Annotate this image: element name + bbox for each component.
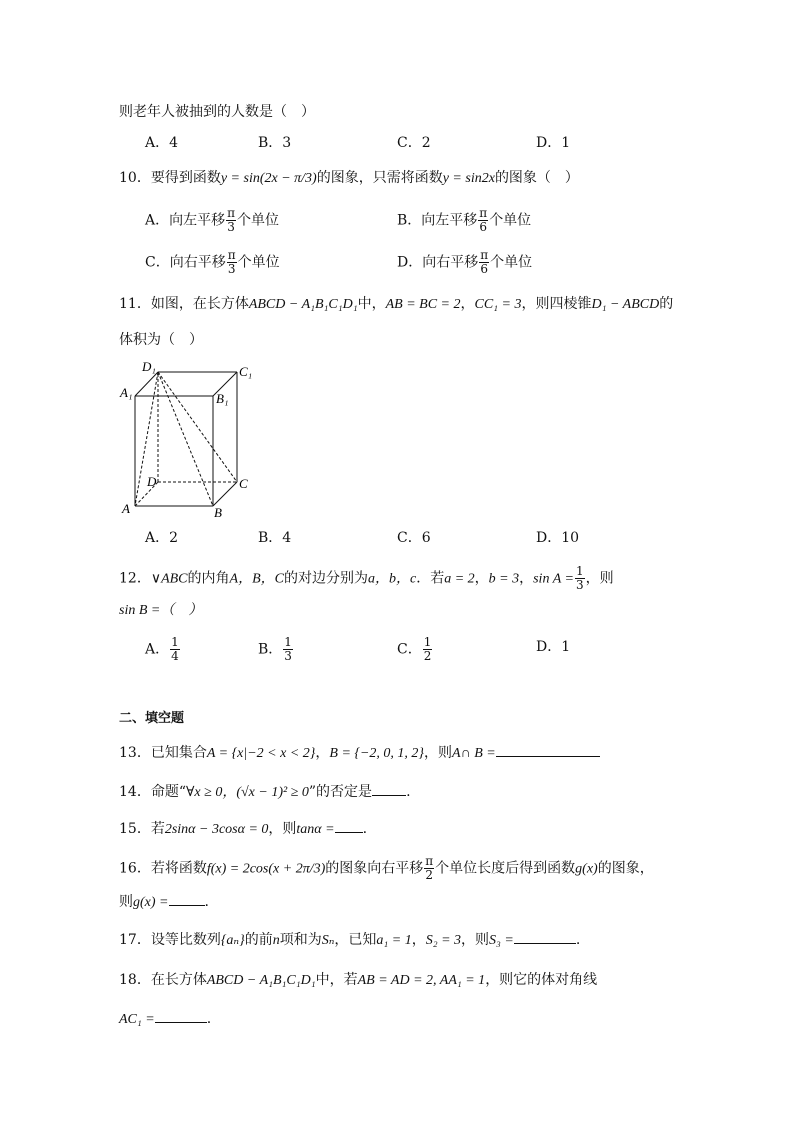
q12-comma: ， — [474, 570, 489, 587]
numerator: π — [227, 248, 236, 262]
q10-middle: 的图象，只需将函数 — [316, 170, 443, 186]
cuboid-figure — [118, 360, 258, 520]
q18-suffix: ，则它的体对角线 — [485, 972, 598, 988]
q12-option-b — [258, 636, 294, 663]
edge-D1B — [158, 372, 213, 506]
option-direction: 向左平移 — [169, 212, 226, 229]
option-label: C． — [145, 254, 170, 271]
numerator: π — [425, 854, 434, 868]
q12-cond-a: a = 2 — [444, 571, 475, 587]
q11-stem-line2: 体积为（ ） — [119, 332, 203, 348]
q11-option-d: D．10 — [536, 530, 580, 546]
q16-prefix: 16．若将函数 — [119, 860, 207, 877]
q9-option-c: C．2 — [397, 135, 431, 151]
option-direction: 向右平移 — [169, 254, 226, 271]
q9-option-b: B．3 — [258, 135, 292, 151]
q16-line1 — [119, 855, 654, 882]
numerator: π — [480, 248, 489, 262]
q12-text4: ，则 — [585, 570, 614, 587]
q10-option-b — [397, 207, 531, 234]
q17-sequence: {aₙ} — [220, 933, 245, 948]
answer-blank[interactable] — [372, 781, 406, 796]
label-A: A — [122, 501, 130, 516]
fraction — [170, 636, 180, 663]
answer-blank[interactable] — [335, 818, 363, 833]
q11-option-b: B．4 — [258, 530, 292, 546]
q16-mid2: 个单位长度后得到函数 — [435, 860, 576, 877]
q16-line2 — [119, 891, 209, 914]
option-tail: 个单位 — [237, 254, 280, 271]
q17-Sn: Sₙ — [321, 933, 335, 948]
q18-prefix: 18．在长方体 — [119, 972, 207, 988]
q9-option-d: D．1 — [536, 135, 571, 151]
option-value: 1 — [561, 639, 571, 655]
label-D: D — [147, 474, 157, 489]
q11-condition-1: AB = BC = 2 — [385, 297, 461, 312]
q12-stem-line1 — [119, 565, 614, 592]
denominator: 3 — [227, 262, 236, 276]
numerator: π — [227, 206, 236, 220]
option-tail: 个单位 — [489, 212, 532, 229]
section-title: 二、填空题 — [119, 711, 185, 726]
q11-option-c: C．6 — [397, 530, 431, 546]
fraction — [283, 636, 293, 663]
q17-mid2: 项和为 — [279, 932, 322, 948]
denominator: 3 — [284, 649, 292, 663]
q11-box: ABCD − A₁B₁C₁D₁ — [248, 297, 358, 312]
q12-text1: 的内角 — [187, 570, 230, 587]
q17-sep: ， — [411, 932, 426, 948]
q11-comma: ， — [460, 296, 475, 312]
option-tail: 个单位 — [490, 254, 533, 271]
q12-sides: a，b，c — [367, 571, 417, 587]
q18-AC1: AC₁ = — [119, 1012, 155, 1027]
denominator: 2 — [423, 649, 432, 663]
q12-sinB: sin B =（ ） — [119, 603, 203, 618]
q16-line2-prefix: 则 — [119, 894, 133, 910]
q13 — [119, 742, 600, 765]
fraction — [227, 249, 237, 276]
q13-sep: ， — [315, 745, 330, 761]
q12-prefix: 12． — [119, 570, 151, 587]
q16-fx: f(x) = 2cos(x + 2π/3) — [206, 861, 326, 877]
label-C: C — [239, 476, 248, 491]
q13-expr: A∩ B = — [452, 746, 496, 761]
q17-mid4: ，则 — [461, 932, 490, 948]
q11-prefix: 11．如图，在长方体 — [119, 296, 249, 312]
q16-end: . — [204, 894, 209, 910]
option-label: A． — [145, 641, 170, 658]
q18-box: ABCD − A₁B₁C₁D₁ — [206, 973, 316, 988]
q10-suffix: 的图象（ ） — [494, 170, 579, 186]
q13-setA: A = {x|−2 < x < 2} — [206, 746, 316, 761]
option-label: A． — [145, 212, 170, 229]
numerator: 1 — [423, 635, 432, 649]
q15-prefix: 15．若 — [119, 821, 165, 837]
q11-mid: 中， — [357, 296, 386, 312]
q12-option-a — [145, 636, 181, 663]
label-B: B — [214, 505, 222, 520]
numerator: 1 — [171, 635, 179, 649]
answer-blank[interactable] — [169, 891, 205, 906]
q17-mid: 的前 — [244, 932, 273, 948]
q16-fraction — [424, 855, 434, 882]
fraction — [226, 207, 236, 234]
q11-pyramid: D₁ − ABCD — [591, 297, 660, 312]
q12-text3: ．若 — [416, 570, 445, 587]
q11-option-a: A．2 — [145, 530, 179, 546]
q9-option-a: A．4 — [145, 135, 179, 151]
q13-prefix: 13．已知集合 — [119, 745, 207, 761]
q17-a1: a₁ = 1 — [376, 933, 412, 948]
edge-D1C — [158, 372, 237, 482]
q15 — [119, 818, 367, 841]
option-label: B． — [397, 212, 422, 229]
q16-line2-expr: g(x) = — [133, 895, 169, 910]
q10-option-c — [145, 249, 280, 276]
q10-option-a — [145, 207, 279, 234]
q12-stem-line2 — [119, 599, 202, 622]
label-D1: D₁ — [142, 360, 156, 374]
q17-S2: S₂ = 3 — [425, 933, 462, 948]
q11-suffix: 的 — [659, 296, 674, 312]
q11-mid2: ，则四棱锥 — [521, 296, 592, 312]
q12-sinA: sin A = — [533, 571, 574, 587]
q17-end: . — [575, 932, 581, 948]
q18-mid: 中，若 — [315, 972, 358, 988]
q14-suffix: ”的否定是 — [308, 784, 373, 800]
q14-end: . — [406, 784, 411, 800]
numerator: 1 — [284, 635, 292, 649]
q16-gx: g(x) — [575, 861, 598, 877]
q12-angles: A，B，C — [229, 571, 284, 587]
option-label: C． — [397, 641, 422, 658]
q10-function-1: y = sin(2x − π/3) — [220, 171, 317, 186]
q12-sinA-fraction — [575, 565, 585, 592]
numerator: 1 — [575, 564, 584, 578]
q18-condition: AB = AD = 2, AA₁ = 1 — [357, 973, 486, 988]
q9-text: 则老年人被抽到的人数是（ ） — [119, 104, 315, 120]
q14-prefix: 14．命题“ — [119, 784, 186, 800]
q12-text2: 的对边分别为 — [283, 570, 368, 587]
q13-setB: B = {−2, 0, 1, 2} — [329, 746, 425, 761]
q17-mid3: ，已知 — [334, 932, 377, 948]
label-C1: C₁ — [239, 364, 253, 379]
answer-blank[interactable] — [496, 742, 600, 757]
q12-option-d — [536, 636, 570, 658]
q11-stem-line1 — [119, 293, 673, 316]
denominator: 3 — [575, 578, 584, 592]
q17-S3: S₃ = — [489, 933, 514, 948]
q17-prefix: 17．设等比数列 — [119, 932, 221, 948]
option-direction: 向右平移 — [422, 254, 479, 271]
option-label: D． — [397, 254, 423, 271]
q16-mid: 的图象向右平移 — [325, 860, 424, 877]
q11-condition-2: CC₁ = 3 — [474, 297, 522, 312]
q17-n: n — [272, 933, 280, 948]
label-B1: B₁ — [216, 391, 229, 406]
q18-end: . — [206, 1011, 212, 1027]
q12-triangle: ∨ABC — [150, 571, 188, 587]
q15-end: . — [362, 821, 368, 837]
q10-prefix: 10．要得到函数 — [119, 170, 221, 186]
q12-option-c — [397, 636, 433, 663]
option-tail: 个单位 — [237, 212, 280, 229]
fraction — [479, 249, 489, 276]
fraction — [423, 636, 433, 663]
q14 — [119, 781, 411, 804]
numerator: π — [479, 206, 488, 220]
q14-body: ∀x ≥ 0，(√x − 1)² ≥ 0 — [185, 785, 309, 800]
q12-comma2: ， — [519, 570, 534, 587]
q12-cond-b: b = 3 — [488, 571, 520, 587]
denominator: 6 — [479, 220, 488, 234]
answer-blank[interactable] — [514, 929, 576, 944]
q15-expr: tanα = — [296, 822, 335, 837]
option-label: B． — [258, 641, 283, 658]
denominator: 2 — [425, 868, 434, 882]
q13-mid: ，则 — [424, 745, 453, 761]
denominator: 6 — [480, 262, 488, 276]
option-direction: 向左平移 — [421, 212, 478, 229]
label-A1: A₁ — [120, 385, 133, 400]
q15-mid: ，则 — [268, 821, 297, 837]
q10-stem — [119, 167, 579, 190]
q18-line2 — [119, 1008, 211, 1031]
q10-option-d — [397, 249, 532, 276]
denominator: 3 — [227, 220, 235, 234]
option-label: D． — [536, 639, 562, 655]
fraction — [478, 207, 488, 234]
answer-blank[interactable] — [155, 1008, 207, 1023]
q16-suffix: 的图象， — [597, 860, 654, 877]
q15-equation: 2sinα − 3cosα = 0 — [164, 822, 269, 837]
q17 — [119, 929, 580, 952]
edge-BC — [213, 482, 237, 506]
denominator: 4 — [171, 649, 179, 663]
q10-function-2: y = sin2x — [442, 171, 495, 186]
q18-line1 — [119, 969, 597, 992]
